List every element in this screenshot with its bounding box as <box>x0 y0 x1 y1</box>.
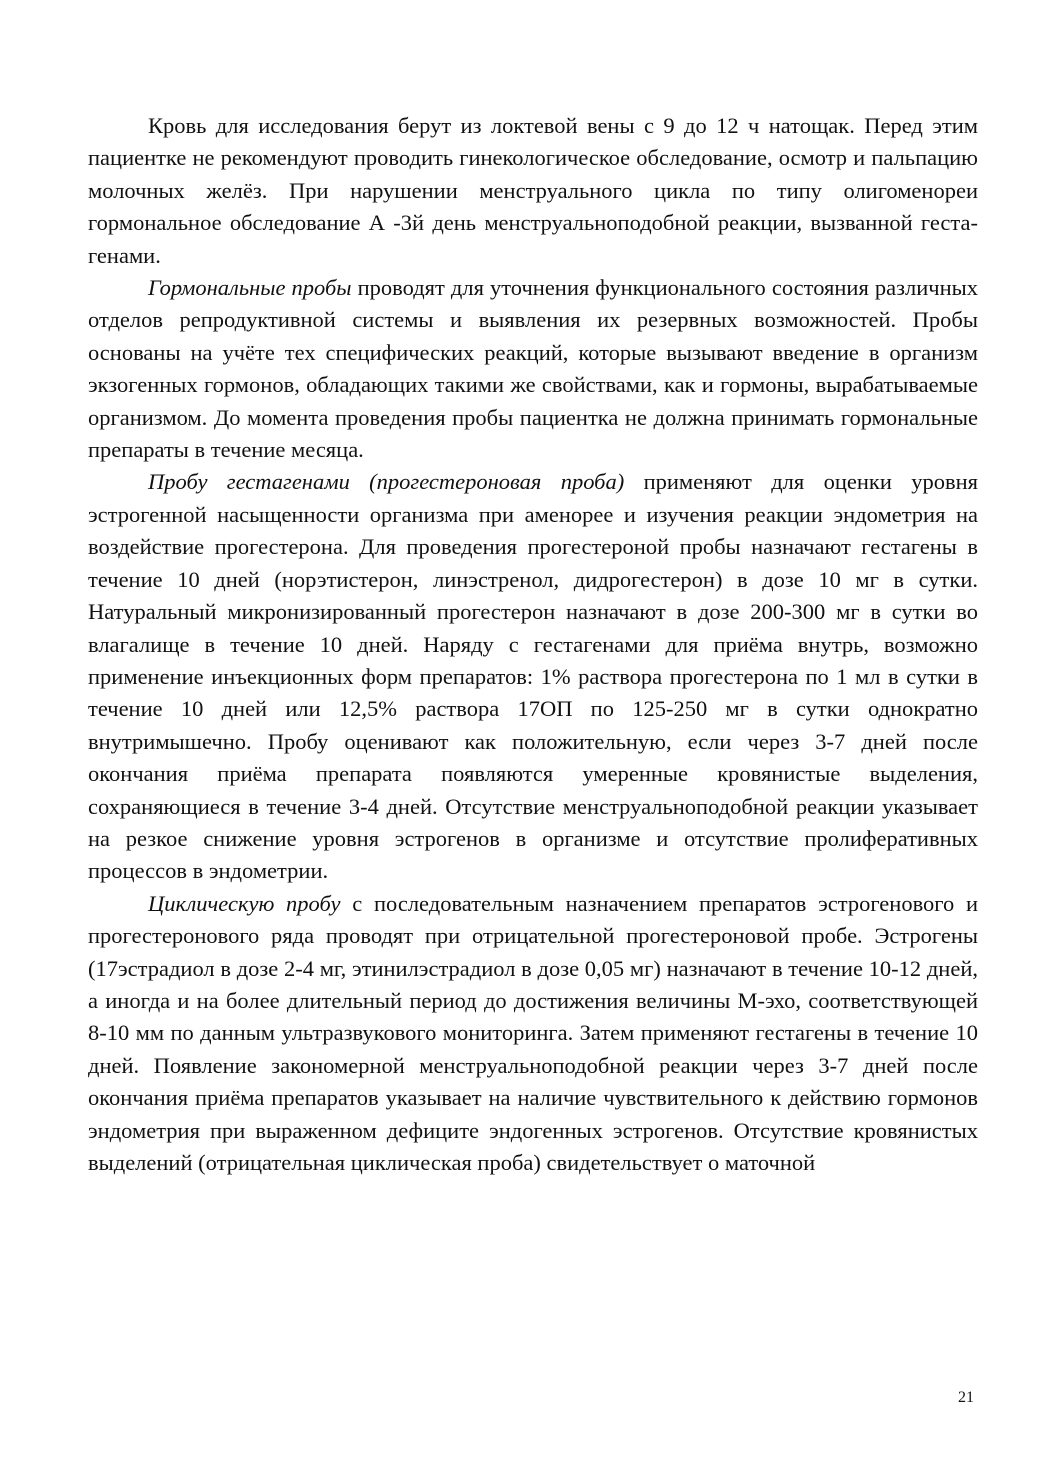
paragraph-text: проводят для уточнения функционального состояния различных отделов репродуктивной системы и выявления их резервных возможностей. Пробы основаны на учёте тех специфических реакций, которые вызывают введение в организм экзогенных гормонов, обладающих такими же свойствами, как и гормоны, вырабатываемые организмом. До момента проведения пробы пациентка не должна принимать гормональные препараты в течение месяца. <box>88 275 978 463</box>
paragraph-blood-sampling <box>88 110 978 272</box>
paragraph-text: с последовательным назначением препаратов эстрогенового и прогестеронового ряда проводят при отрицательной прогестероновой пробе. Эстрогены (17эстрадиол в дозе 2-4 мг, этинилэстрадиол в дозе 0,05 мг) назначают в течение 10-12 дней, а иногда и на более длительный период до достижения величины М-эхо, соответствующей 8-10 мм по данным ультразвукового мониторинга. Затем применяют гестагены в течение 10 дней. Появление закономерной менструальноподобной реакции через 3-7 дней после окончания приёма препаратов указывает на наличие чувствительного к действию гормонов эндометрия при выраженном дефиците эндогенных эстрогенов. Отсутствие кровянистых выделений (отрицательная циклическая проба) свидетельствует о маточной <box>88 890 979 1175</box>
document-body <box>88 110 978 1179</box>
page-number: 21 <box>958 1389 974 1406</box>
paragraph-text: применяют для оценки уровня эстрогенной насыщенности организма при аменорее и изучения реакции эндометрия на воздействие прогестерона. Для проведения прогестероной пробы назначают гестагены в течение 10 дней (норэтистерон, линэстренол, дидрогестерон) в дозе 10 мг в сутки. Натуральный микронизированный прогестерон назначают в дозе 200-300 мг в сутки во влагалище в течение 10 дней. Наряду с гестагенами для приёма внутрь, возможно применение инъекционных форм препаратов: 1% раствора прогестерона по 1 мл в сутки в течение 10 дней или 12,5% раствора 17ОП по 125-250 мг в сутки однократно внутримышечно. Пробу оценивают как положительную, если через 3-7 дней после окончания приёма препарата появляются умеренные кровянистые выделения, сохраняющиеся в течение 3-4 дней. Отсутствие менструальноподобной реакции указывает на резкое снижение уровня эстрогенов в организме и отсутствие пролиферативных процессов в эндометрии. <box>88 469 979 884</box>
paragraph-text: Кровь для исследования берут из локтевой вены с 9 до 12 ч натощак. Перед этим пациентке не рекомендуют проводить гинекологическое обследование, осмотр и пальпацию молочных желёз. При нарушении менструального цикла по типу олигоменореи гормональное обследование А -3й день менструальноподобной реакции, вызванной гестагенами. <box>88 113 978 268</box>
paragraph-progesterone-test <box>88 466 978 887</box>
paragraph-term: Пробу гестагенами (прогестероновая проба) <box>148 469 625 495</box>
paragraph-term: Циклическую пробу <box>148 890 341 916</box>
paragraph-cyclic-test <box>88 888 978 1180</box>
paragraph-hormonal-tests <box>88 272 978 466</box>
paragraph-term: Гормональные пробы <box>148 275 352 301</box>
